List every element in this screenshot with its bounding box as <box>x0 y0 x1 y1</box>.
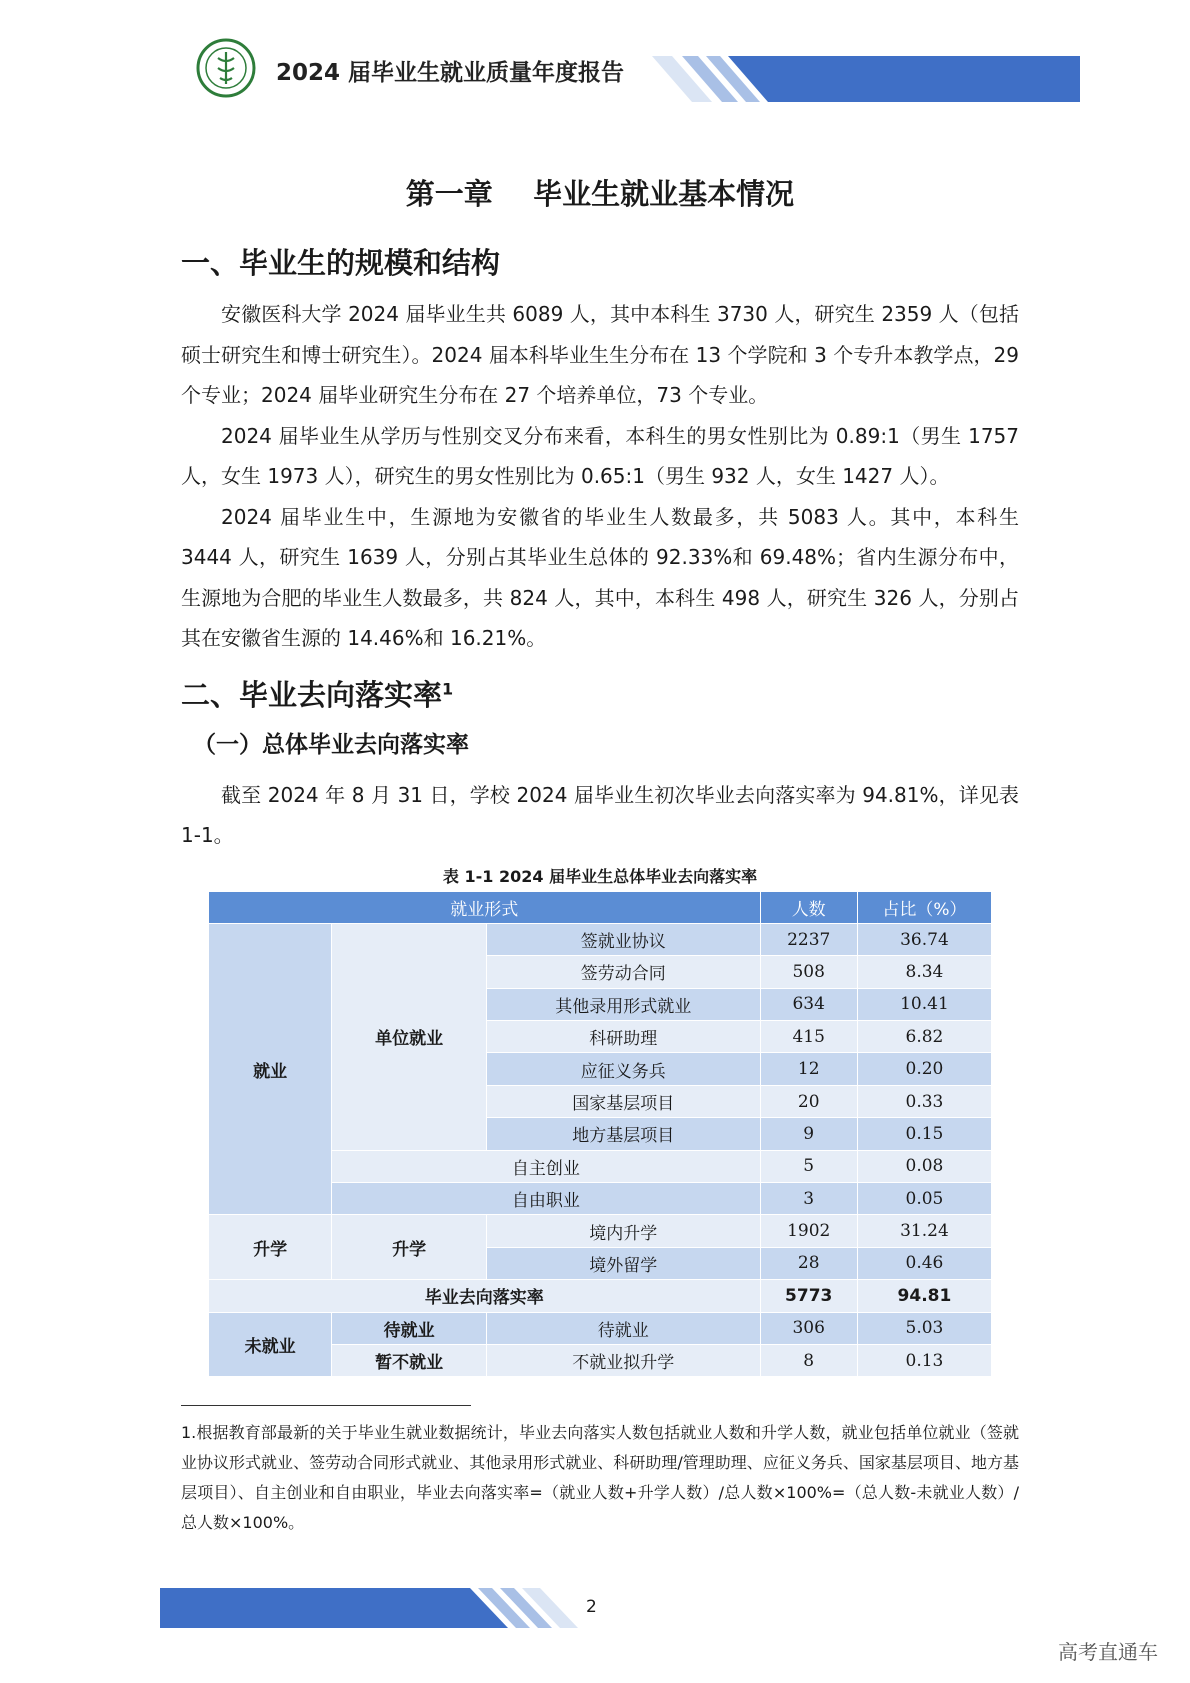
row-name: 签就业协议 <box>486 923 760 955</box>
row-count: 5 <box>760 1150 857 1182</box>
watermark: 高考直通车 <box>1058 1640 1158 1664</box>
row-count: 12 <box>760 1053 857 1085</box>
total-count: 5773 <box>760 1280 857 1312</box>
category-unemployed: 未就业 <box>209 1312 332 1377</box>
section-heading-destination: 二、毕业去向落实率$^1$ <box>181 677 454 712</box>
subcategory-unit: 单位就业 <box>332 923 487 1150</box>
row-count: 20 <box>760 1085 857 1117</box>
row-ratio: 0.20 <box>857 1053 991 1085</box>
row-ratio: 0.15 <box>857 1118 991 1150</box>
row-count: 2237 <box>760 923 857 955</box>
row-name: 科研助理 <box>486 1021 760 1053</box>
table-caption: 表 1-1 2024 届毕业生总体毕业去向落实率 <box>442 866 758 886</box>
row-ratio: 0.13 <box>857 1344 991 1376</box>
paragraph-scale: 安徽医科大学 2024 届毕业生共 6089 人，其中本科生 3730 人，研究生 2359 人（包括硕士研究生和博士研究生）。2024 届本科毕业生生分布在 13 个学院和 3 个专升本教学点，29 个专业；2024 届毕业研究生分布在 27 个培养单位，73 个专业。 <box>181 302 1019 407</box>
row-name: 自主创业 <box>332 1150 760 1182</box>
row-ratio: 8.34 <box>857 956 991 988</box>
row-name: 国家基层项目 <box>486 1085 760 1117</box>
row-ratio: 10.41 <box>857 988 991 1020</box>
total-ratio: 94.81 <box>857 1280 991 1312</box>
section-heading-scale: 一、毕业生的规模和结构 <box>181 246 501 280</box>
subcategory-waiting: 待就业 <box>332 1312 487 1344</box>
paragraph-origin: 2024 届毕业生中，生源地为安徽省的毕业生人数最多，共 5083 人。其中，本科生 3444 人，研究生 1639 人，分别占其毕业生总体的 92.33%和 69.48%；省内生源分布中，生源地为合肥的毕业生人数最多，共 824 人，其中，本科生 498 人，研究生 326 人，分别占其在安徽省生源的 14.46%和 16.21%。 <box>181 504 1019 650</box>
page-number: 2 <box>586 1597 597 1617</box>
paragraph-gender: 2024 届毕业生从学历与性别交叉分布来看，本科生的男女性别比为 0.89:1（男生 1757 人，女生 1973 人），研究生的男女性别比为 0.65:1（男生 932 人，女生 1427 人）。 <box>181 423 1019 488</box>
row-name: 境内升学 <box>486 1215 760 1247</box>
table-total-row <box>209 1280 992 1312</box>
table-row <box>209 923 992 955</box>
row-ratio: 0.05 <box>857 1183 991 1215</box>
row-ratio: 0.33 <box>857 1085 991 1117</box>
row-count: 415 <box>760 1021 857 1053</box>
subsection-heading: （一）总体毕业去向落实率 <box>193 731 469 758</box>
row-count: 9 <box>760 1118 857 1150</box>
main-content <box>181 172 1019 1538</box>
table-row <box>209 1312 992 1344</box>
row-ratio: 31.24 <box>857 1215 991 1247</box>
header-form: 就业形式 <box>209 891 761 923</box>
chapter-title: 第一章 毕业生就业基本情况 <box>405 177 795 211</box>
category-employ: 就业 <box>209 923 332 1215</box>
footnote-divider <box>181 1405 471 1406</box>
row-ratio: 36.74 <box>857 923 991 955</box>
header-ratio: 占比（%） <box>857 891 991 923</box>
row-name: 不就业拟升学 <box>486 1344 760 1376</box>
table-row <box>209 1215 992 1247</box>
row-name: 待就业 <box>486 1312 760 1344</box>
row-count: 28 <box>760 1247 857 1279</box>
row-ratio: 5.03 <box>857 1312 991 1344</box>
report-title: 2024 届毕业生就业质量年度报告 <box>276 60 625 86</box>
header-decoration <box>0 56 1190 102</box>
row-count: 8 <box>760 1344 857 1376</box>
row-count: 3 <box>760 1183 857 1215</box>
footnote: 1.根据教育部最新的关于毕业生就业数据统计，毕业去向落实人数包括就业人数和升学人数，就业包括单位就业（签就业协议形式就业、签劳动合同形式就业、其他录用形式就业、科研助理/管理助理、应征义务兵、国家基层项目、地方基层项目）、自主创业和自由职业，毕业去向落实率=（就业人数+升学人数）/总人数×100%=（总人数-未就业人数）/总人数×100%。 <box>181 1423 1019 1533</box>
destination-table <box>208 891 992 1378</box>
row-ratio: 6.82 <box>857 1021 991 1053</box>
header-count: 人数 <box>760 891 857 923</box>
row-name: 境外留学 <box>486 1247 760 1279</box>
subcategory-study: 升学 <box>332 1215 487 1280</box>
row-name: 其他录用形式就业 <box>486 988 760 1020</box>
row-name: 应征义务兵 <box>486 1053 760 1085</box>
total-label: 毕业去向落实率 <box>209 1280 761 1312</box>
category-study: 升学 <box>209 1215 332 1280</box>
row-count: 634 <box>760 988 857 1020</box>
row-count: 1902 <box>760 1215 857 1247</box>
row-count: 508 <box>760 956 857 988</box>
row-name: 自由职业 <box>332 1183 760 1215</box>
row-ratio: 0.46 <box>857 1247 991 1279</box>
row-name: 签劳动合同 <box>486 956 760 988</box>
row-name: 地方基层项目 <box>486 1118 760 1150</box>
row-count: 306 <box>760 1312 857 1344</box>
table-header-row <box>209 891 992 923</box>
footnote-marker: 1 <box>442 678 454 698</box>
row-ratio: 0.08 <box>857 1150 991 1182</box>
subcategory-not-employed: 暂不就业 <box>332 1344 487 1376</box>
paragraph-rate: 截至 2024 年 8 月 31 日，学校 2024 届毕业生初次毕业去向落实率为 94.81%，详见表 1-1。 <box>181 782 1019 847</box>
